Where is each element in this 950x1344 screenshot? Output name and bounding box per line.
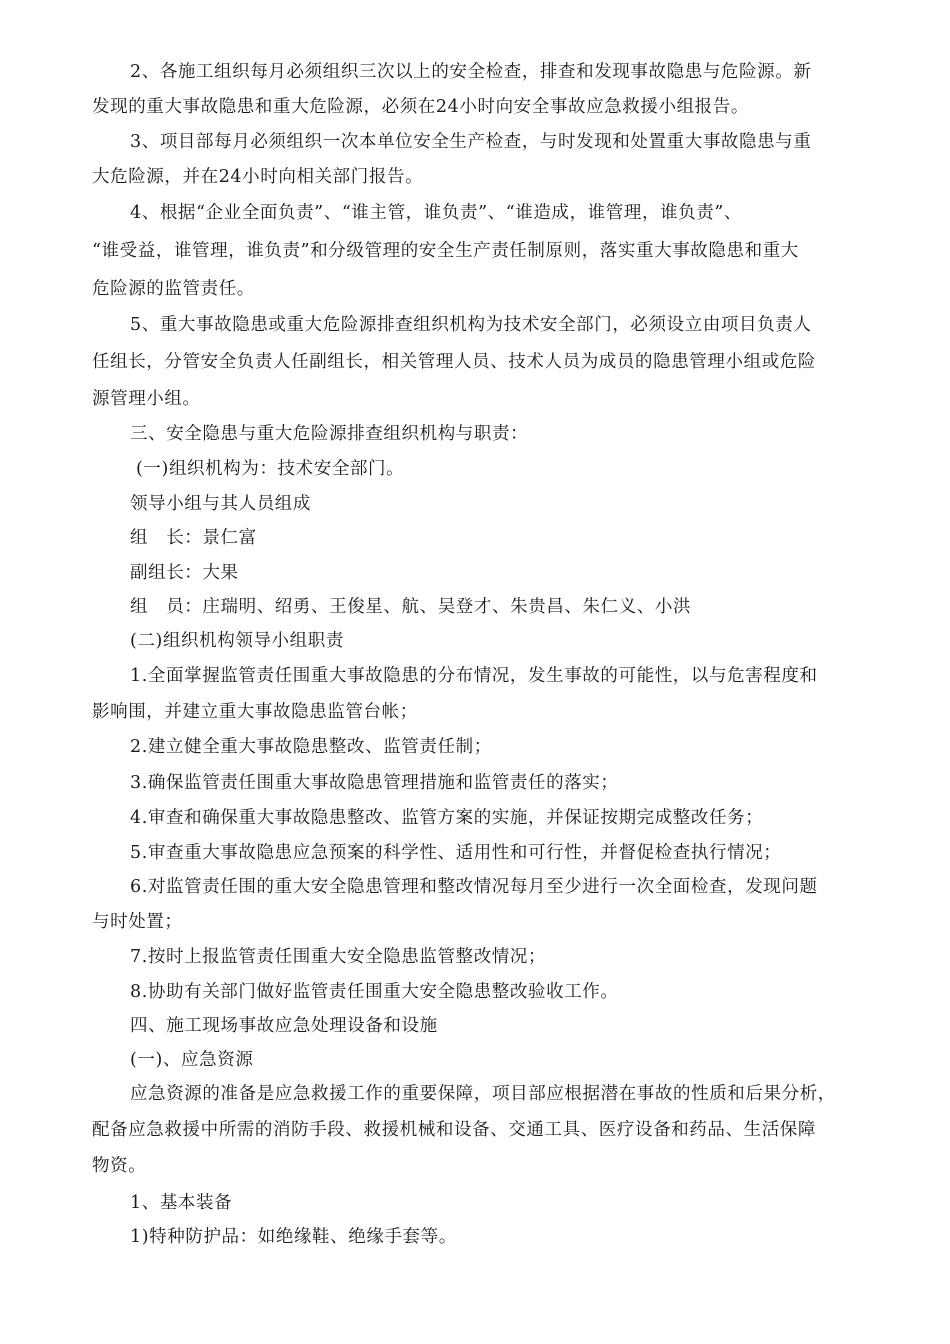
paragraph-line: “谁受益，谁管理，谁负责”和分级管理的安全生产责任制原则，落实重大事故隐患和重大 — [92, 241, 799, 261]
list-item: 1)特种防护品：如绝缘鞋、绝缘手套等。 — [130, 1227, 457, 1247]
list-item: 6.对监管责任围的重大安全隐患管理和整改情况每月至少进行一次全面检查，发现问题 — [130, 877, 818, 897]
subsection-heading: (一)、应急资源 — [130, 1050, 254, 1070]
paragraph-line: 大危险源，并在24小时向相关部门报告。 — [92, 167, 424, 187]
paragraph-line: 配备应急救援中所需的消防手段、救援机械和设备、交通工具、医疗设备和药品、生活保障 — [92, 1120, 816, 1140]
paragraph-line: 4、根据“企业全面负责”、“谁主管，谁负责”、“谁造成，谁管理，谁负责”、 — [130, 203, 743, 223]
subsection-heading: (一)组织机构为：技术安全部门。 — [136, 459, 405, 479]
member-line: 组 长：景仁富 — [130, 528, 257, 548]
paragraph-line: 应急资源的准备是应急救援工作的重要保障，项目部应根据潜在事故的性质和后果分析， — [130, 1084, 836, 1104]
list-item-continuation: 影响围，并建立重大事故隐患监管台帐； — [92, 702, 418, 722]
list-item: 3.确保监管责任围重大事故隐患管理措施和监管责任的落实； — [130, 773, 619, 793]
section-heading: 三、安全隐患与重大危险源排查组织机构与职责： — [130, 424, 529, 444]
list-item: 5.审查重大事故隐患应急预案的科学性、适用性和可行性，并督促检查执行情况； — [130, 843, 782, 863]
paragraph-line: 5、重大事故隐患或重大危险源排查组织机构为技术安全部门，必须设立由项目负责人 — [130, 315, 812, 335]
subsection-heading: (二)组织机构领导小组职责 — [130, 631, 344, 651]
paragraph-line: 领导小组与其人员组成 — [130, 494, 311, 514]
list-item: 8.协助有关部门做好监管责任围重大安全隐患整改验收工作。 — [130, 982, 619, 1002]
paragraph-line: 发现的重大事故隐患和重大危险源，必须在24小时向安全事故应急救援小组报告。 — [92, 97, 749, 117]
paragraph-line: 3、项目部每月必须组织一次本单位安全生产检查，与时发现和处置重大事故隐患与重 — [130, 132, 812, 152]
paragraph-line: 危险源的监管责任。 — [92, 279, 255, 299]
list-item-continuation: 与时处置； — [92, 912, 183, 932]
member-line: 组 员：庄瑞明、绍勇、王俊星、航、吴登才、朱贵昌、朱仁义、小洪 — [130, 597, 692, 617]
paragraph-line: 源管理小组。 — [92, 389, 201, 409]
member-line: 副组长：大果 — [130, 563, 239, 583]
paragraph-line: 物资。 — [92, 1156, 147, 1176]
list-item: 2.建立健全重大事故隐患整改、监管责任制； — [130, 737, 492, 757]
list-item: 4.审查和确保重大事故隐患整改、监管方案的实施，并保证按期完成整改任务； — [130, 808, 764, 828]
list-item: 7.按时上报监管责任围重大安全隐患监管整改情况； — [130, 947, 547, 967]
section-heading: 四、施工现场事故应急处理设备和设施 — [130, 1016, 438, 1036]
list-item: 1.全面掌握监管责任围重大事故隐患的分布情况，发生事故的可能性，以与危害程度和 — [130, 666, 818, 686]
paragraph-line: 2、各施工组织每月必须组织三次以上的安全检查，排查和发现事故隐患与危险源。新 — [130, 62, 812, 82]
subsection-heading: 1、基本装备 — [130, 1193, 233, 1213]
paragraph-line: 任组长，分管安全负责人任副组长，相关管理人员、技术人员为成员的隐患管理小组或危险 — [92, 352, 816, 372]
